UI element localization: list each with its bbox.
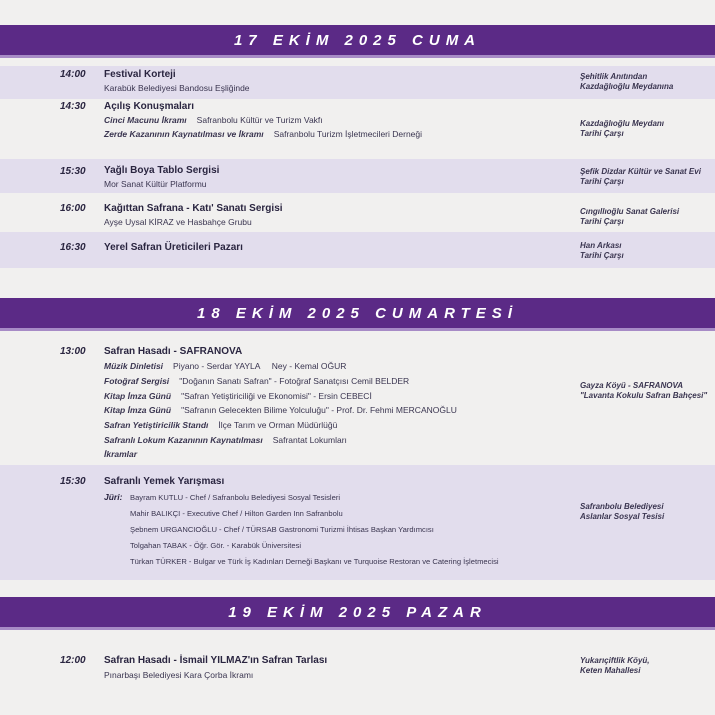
- event-time: 15:30: [60, 476, 86, 487]
- event-detail: Cinci Macunu İkramı Safranbolu Kültür ve Turizm Vakfı: [104, 115, 323, 125]
- day2-header: 18 EKİM 2025 CUMARTESİ: [0, 298, 715, 328]
- event-place: Han Arkası Tarihi Çarşı: [580, 241, 624, 260]
- event-time: 16:30: [60, 242, 86, 253]
- event-time: 13:00: [60, 346, 86, 357]
- event-place: Kazdağlıoğlu Meydanı Tarihi Çarşı: [580, 119, 665, 138]
- event-detail: Safran Yetiştiricilik Standı İlçe Tarım ve Orman Müdürlüğü: [104, 420, 338, 430]
- event-detail: Safranlı Lokum Kazanının Kaynatılması Safrantat Lokumları: [104, 435, 347, 445]
- event-place: Şehitlik Anıtından Kazdağlıoğlu Meydanına: [580, 72, 674, 91]
- event-detail: Fotoğraf Sergisi "Doğanın Sanatı Safran" - Fotoğraf Sanatçısı Cemil BELDER: [104, 376, 410, 386]
- event-place: Cıngıllıoğlu Sanat Galerisi Tarihi Çarşı: [580, 207, 680, 226]
- event-subtitle: Pınarbaşı Belediyesi Kara Çorba İkramı: [104, 670, 254, 680]
- event-detail: Müzik Dinletisi Piyano - Serdar YAYLA Ney - Kemal OĞUR: [104, 361, 347, 371]
- event-title: Kağıttan Safrana - Katı' Sanatı Sergisi: [104, 203, 283, 214]
- day1-header: 17 EKİM 2025 CUMA: [0, 25, 715, 55]
- event-detail: Kitap İmza Günü "Safranın Gelecekten Bilime Yolculuğu" - Prof. Dr. Fehmi MERCANOĞLU: [104, 405, 457, 415]
- event-title: Festival Korteji: [104, 69, 176, 80]
- event-time: 12:00: [60, 655, 86, 666]
- event-place: Şefik Dizdar Kültür ve Sanat Evi Tarihi Çarşı: [580, 167, 701, 186]
- event-detail: Zerde Kazanının Kaynatılması ve İkramı Safranbolu Turizm İşletmecileri Derneği: [104, 129, 423, 139]
- event-time: 14:00: [60, 69, 86, 80]
- jury-member: Türkan TÜRKER - Bulgar ve Türk İş Kadınları Derneği Başkanı ve Turquoise Restoran ve Catering İşletmecisi: [130, 557, 499, 566]
- jury-label: Jüri:: [104, 492, 123, 502]
- jury-member: Tolgahan TABAK - Öğr. Gör. - Karabük Üniversitesi: [130, 541, 302, 550]
- event-detail: Kitap İmza Günü "Safran Yetiştiriciliği ve Ekonomisi" - Ersin CEBECİ: [104, 391, 372, 401]
- event-title: Yağlı Boya Tablo Sergisi: [104, 165, 220, 176]
- jury-member: Mahir BALIKÇI - Executive Chef / Hilton Garden Inn Safranbolu: [130, 509, 343, 518]
- event-subtitle: Karabük Belediyesi Bandosu Eşliğinde: [104, 83, 250, 93]
- event-time: 15:30: [60, 166, 86, 177]
- jury-member: Bayram KUTLU - Chef / Safranbolu Belediyesi Sosyal Tesisleri: [130, 493, 341, 502]
- event-place: Yukarıçiftlik Köyü, Keten Mahallesi: [580, 656, 650, 675]
- day3-header: 19 EKİM 2025 PAZAR: [0, 597, 715, 627]
- event-subtitle: Mor Sanat Kültür Platformu: [104, 179, 207, 189]
- event-time: 16:00: [60, 203, 86, 214]
- event-title: Yerel Safran Üreticileri Pazarı: [104, 242, 243, 253]
- event-title: Açılış Konuşmaları: [104, 101, 195, 112]
- event-time: 14:30: [60, 101, 86, 112]
- event-place: Safranbolu Belediyesi Aslanlar Sosyal Tesisi: [580, 502, 665, 521]
- event-detail: İkramlar: [104, 449, 138, 459]
- event-subtitle: Ayşe Uysal KİRAZ ve Hasbahçe Grubu: [104, 217, 252, 227]
- event-place: Gayza Köyü - SAFRANOVA "Lavanta Kokulu Safran Bahçesi": [580, 381, 708, 400]
- jury-member: Şebnem URGANCIOĞLU - Chef / TÜRSAB Gastronomi Turizmi İhtisas Başkan Yardımcısı: [130, 525, 434, 534]
- event-title: Safran Hasadı - İsmail YILMAZ'ın Safran Tarlası: [104, 655, 328, 666]
- event-title: Safranlı Yemek Yarışması: [104, 476, 225, 487]
- event-title: Safran Hasadı - SAFRANOVA: [104, 346, 243, 357]
